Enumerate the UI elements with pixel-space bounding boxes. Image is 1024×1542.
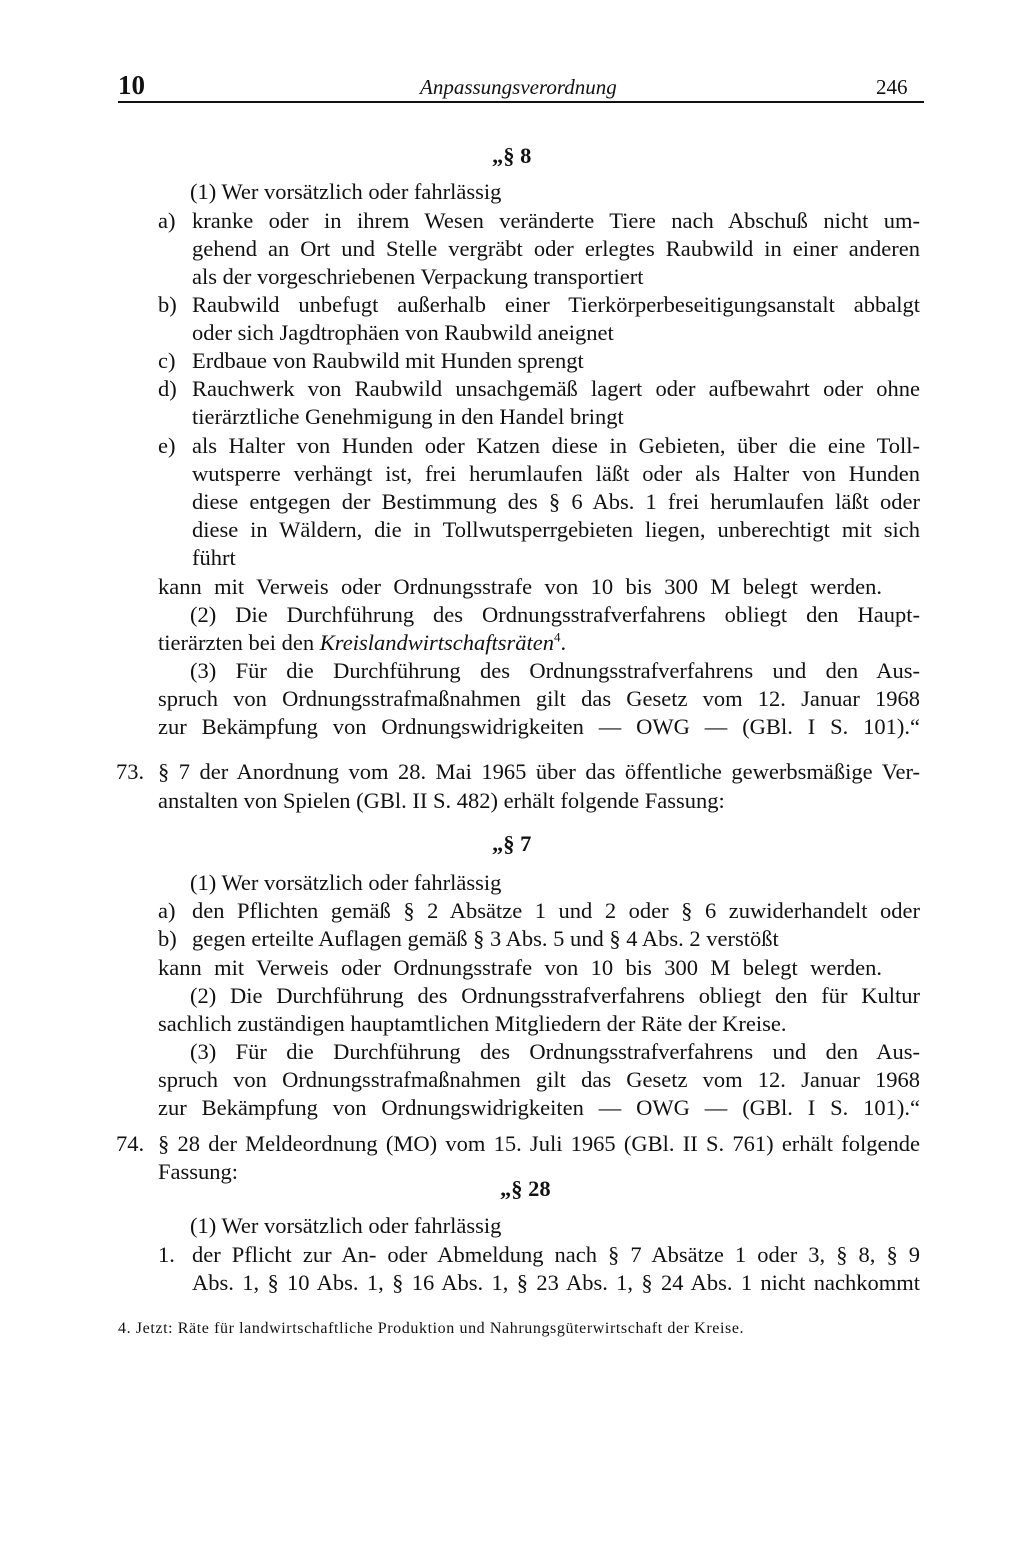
list-item-e-line: diese entgegen der Bestimmung des § 6 Abs. 1 frei herumlaufen läßt oder <box>192 489 920 514</box>
list-label-c: c) <box>158 348 176 373</box>
list-item-a-line: gehend an Ort und Stelle vergräbt oder erlegtes Raubwild in einer anderen <box>192 236 920 261</box>
item-74-line: § 28 der Meldeordnung (MO) vom 15. Juli 1965 (GBl. II S. 761) erhält folgende <box>158 1131 920 1156</box>
list-item-e-line: führt <box>192 545 236 570</box>
kreislandwirtschaftsraeten-emphasis: Kreislandwirtschaftsräten <box>319 630 554 655</box>
paragraph-2-period: . <box>560 630 567 655</box>
list-label-b: b) <box>158 292 177 317</box>
item-74-number: 74. <box>116 1131 145 1156</box>
list-item-d-line: tierärztliche Genehmigung in den Handel bringt <box>192 404 624 429</box>
list-item-a-line: als der vorgeschriebenen Verpackung transportiert <box>192 264 644 289</box>
list-item-b-line: oder sich Jagdtrophäen von Raubwild aneignet <box>192 320 614 345</box>
list-item-e-line: als Halter von Hunden oder Katzen diese in Gebieten, über die eine Toll- <box>192 433 920 458</box>
list-label-a: a) <box>158 898 176 923</box>
list-item-a-line: kranke oder in ihrem Wesen veränderte Tiere nach Abschuß nicht um- <box>192 208 920 233</box>
list-label-d: d) <box>158 376 177 401</box>
footnote-reference: 4 <box>553 629 561 645</box>
section-8-paragraph-3-line: spruch von Ordnungsstrafmaßnahmen gilt das Gesetz vom 12. Januar 1968 <box>158 686 920 711</box>
section-8-heading: „§ 8 <box>492 143 532 168</box>
section-8-paragraph-1-intro: (1) Wer vorsätzlich oder fahrlässig <box>190 179 502 204</box>
list-item-e-line: wutsperre verhängt ist, frei herumlaufen läßt oder als Halter von Hunden <box>192 461 920 486</box>
section-7-penalty: kann mit Verweis oder Ordnungsstrafe von 10 bis 300 M belegt werden. <box>158 955 882 980</box>
section-7-paragraph-3-line: spruch von Ordnungsstrafmaßnahmen gilt das Gesetz vom 12. Januar 1968 <box>158 1067 920 1092</box>
list-item-b-line: Raubwild unbefugt außerhalb einer Tierkörperbeseitigungsanstalt abbalgt <box>192 292 920 317</box>
item-73-line: anstalten von Spielen (GBl. II S. 482) erhält folgende Fassung: <box>158 788 725 813</box>
paragraph-2-text: tierärzten bei den <box>158 630 320 655</box>
section-28-heading: „§ 28 <box>500 1176 551 1201</box>
list-label-1: 1. <box>158 1242 175 1267</box>
section-7-paragraph-3-line: (3) Für die Durchführung des Ordnungsstrafverfahrens und den Aus- <box>190 1039 920 1064</box>
document-number: 246 <box>876 75 908 99</box>
item-73-number: 73. <box>116 759 145 784</box>
section-8-penalty: kann mit Verweis oder Ordnungsstrafe von 10 bis 300 M belegt werden. <box>158 574 882 599</box>
running-title: Anpassungsverordnung <box>420 75 617 99</box>
section-7-heading: „§ 7 <box>492 831 532 856</box>
section-8-paragraph-2-line: (2) Die Durchführung des Ordnungsstrafverfahrens obliegt den Haupt- <box>190 602 920 627</box>
section-7-paragraph-1-intro: (1) Wer vorsätzlich oder fahrlässig <box>190 870 502 895</box>
section-7-paragraph-2-line: (2) Die Durchführung des Ordnungsstrafverfahrens obliegt den für Kultur <box>190 983 920 1008</box>
list-item-1-line: der Pflicht zur An- oder Abmeldung nach § 7 Absätze 1 oder 3, § 8, § 9 <box>192 1242 920 1267</box>
section-8-paragraph-2-line <box>158 629 567 655</box>
page-number: 10 <box>118 70 145 100</box>
item-74-line: Fassung: <box>158 1159 239 1184</box>
list-label-a: a) <box>158 208 176 233</box>
list-item-a-line: den Pflichten gemäß § 2 Absätze 1 und 2 oder § 6 zuwiderhandelt oder <box>192 898 920 923</box>
list-label-e: e) <box>158 433 176 458</box>
list-item-d-line: Rauchwerk von Raubwild unsachgemäß lagert oder aufbewahrt oder ohne <box>192 376 920 401</box>
section-7-paragraph-3-line: zur Bekämpfung von Ordnungswidrigkeiten — OWG — (GBl. I S. 101).“ <box>158 1095 920 1120</box>
header-rule <box>118 101 924 103</box>
section-28-paragraph-1-intro: (1) Wer vorsätzlich oder fahrlässig <box>190 1213 502 1238</box>
list-item-1-line: Abs. 1, § 10 Abs. 1, § 16 Abs. 1, § 23 Abs. 1, § 24 Abs. 1 nicht nachkommt <box>192 1270 920 1295</box>
section-8-paragraph-3-line: zur Bekämpfung von Ordnungswidrigkeiten — OWG — (GBl. I S. 101).“ <box>158 714 920 739</box>
list-item-e-line: diese in Wäldern, die in Tollwutsperrgebieten liegen, unberechtigt mit sich <box>192 517 920 542</box>
list-label-b: b) <box>158 926 177 951</box>
section-8-paragraph-3-line: (3) Für die Durchführung des Ordnungsstrafverfahrens und den Aus- <box>190 658 920 683</box>
footnote: 4. Jetzt: Räte für landwirtschaftliche Produktion und Nahrungsgüterwirtschaft der Kreise. <box>118 1320 745 1337</box>
list-item-b-line: gegen erteilte Auflagen gemäß § 3 Abs. 5 und § 4 Abs. 2 verstößt <box>192 926 779 951</box>
section-7-paragraph-2-line: sachlich zuständigen hauptamtlichen Mitgliedern der Räte der Kreise. <box>158 1011 787 1036</box>
list-item-c-line: Erdbaue von Raubwild mit Hunden sprengt <box>192 348 584 373</box>
item-73-line: § 7 der Anordnung vom 28. Mai 1965 über das öffentliche gewerbsmäßige Ver- <box>158 759 920 784</box>
